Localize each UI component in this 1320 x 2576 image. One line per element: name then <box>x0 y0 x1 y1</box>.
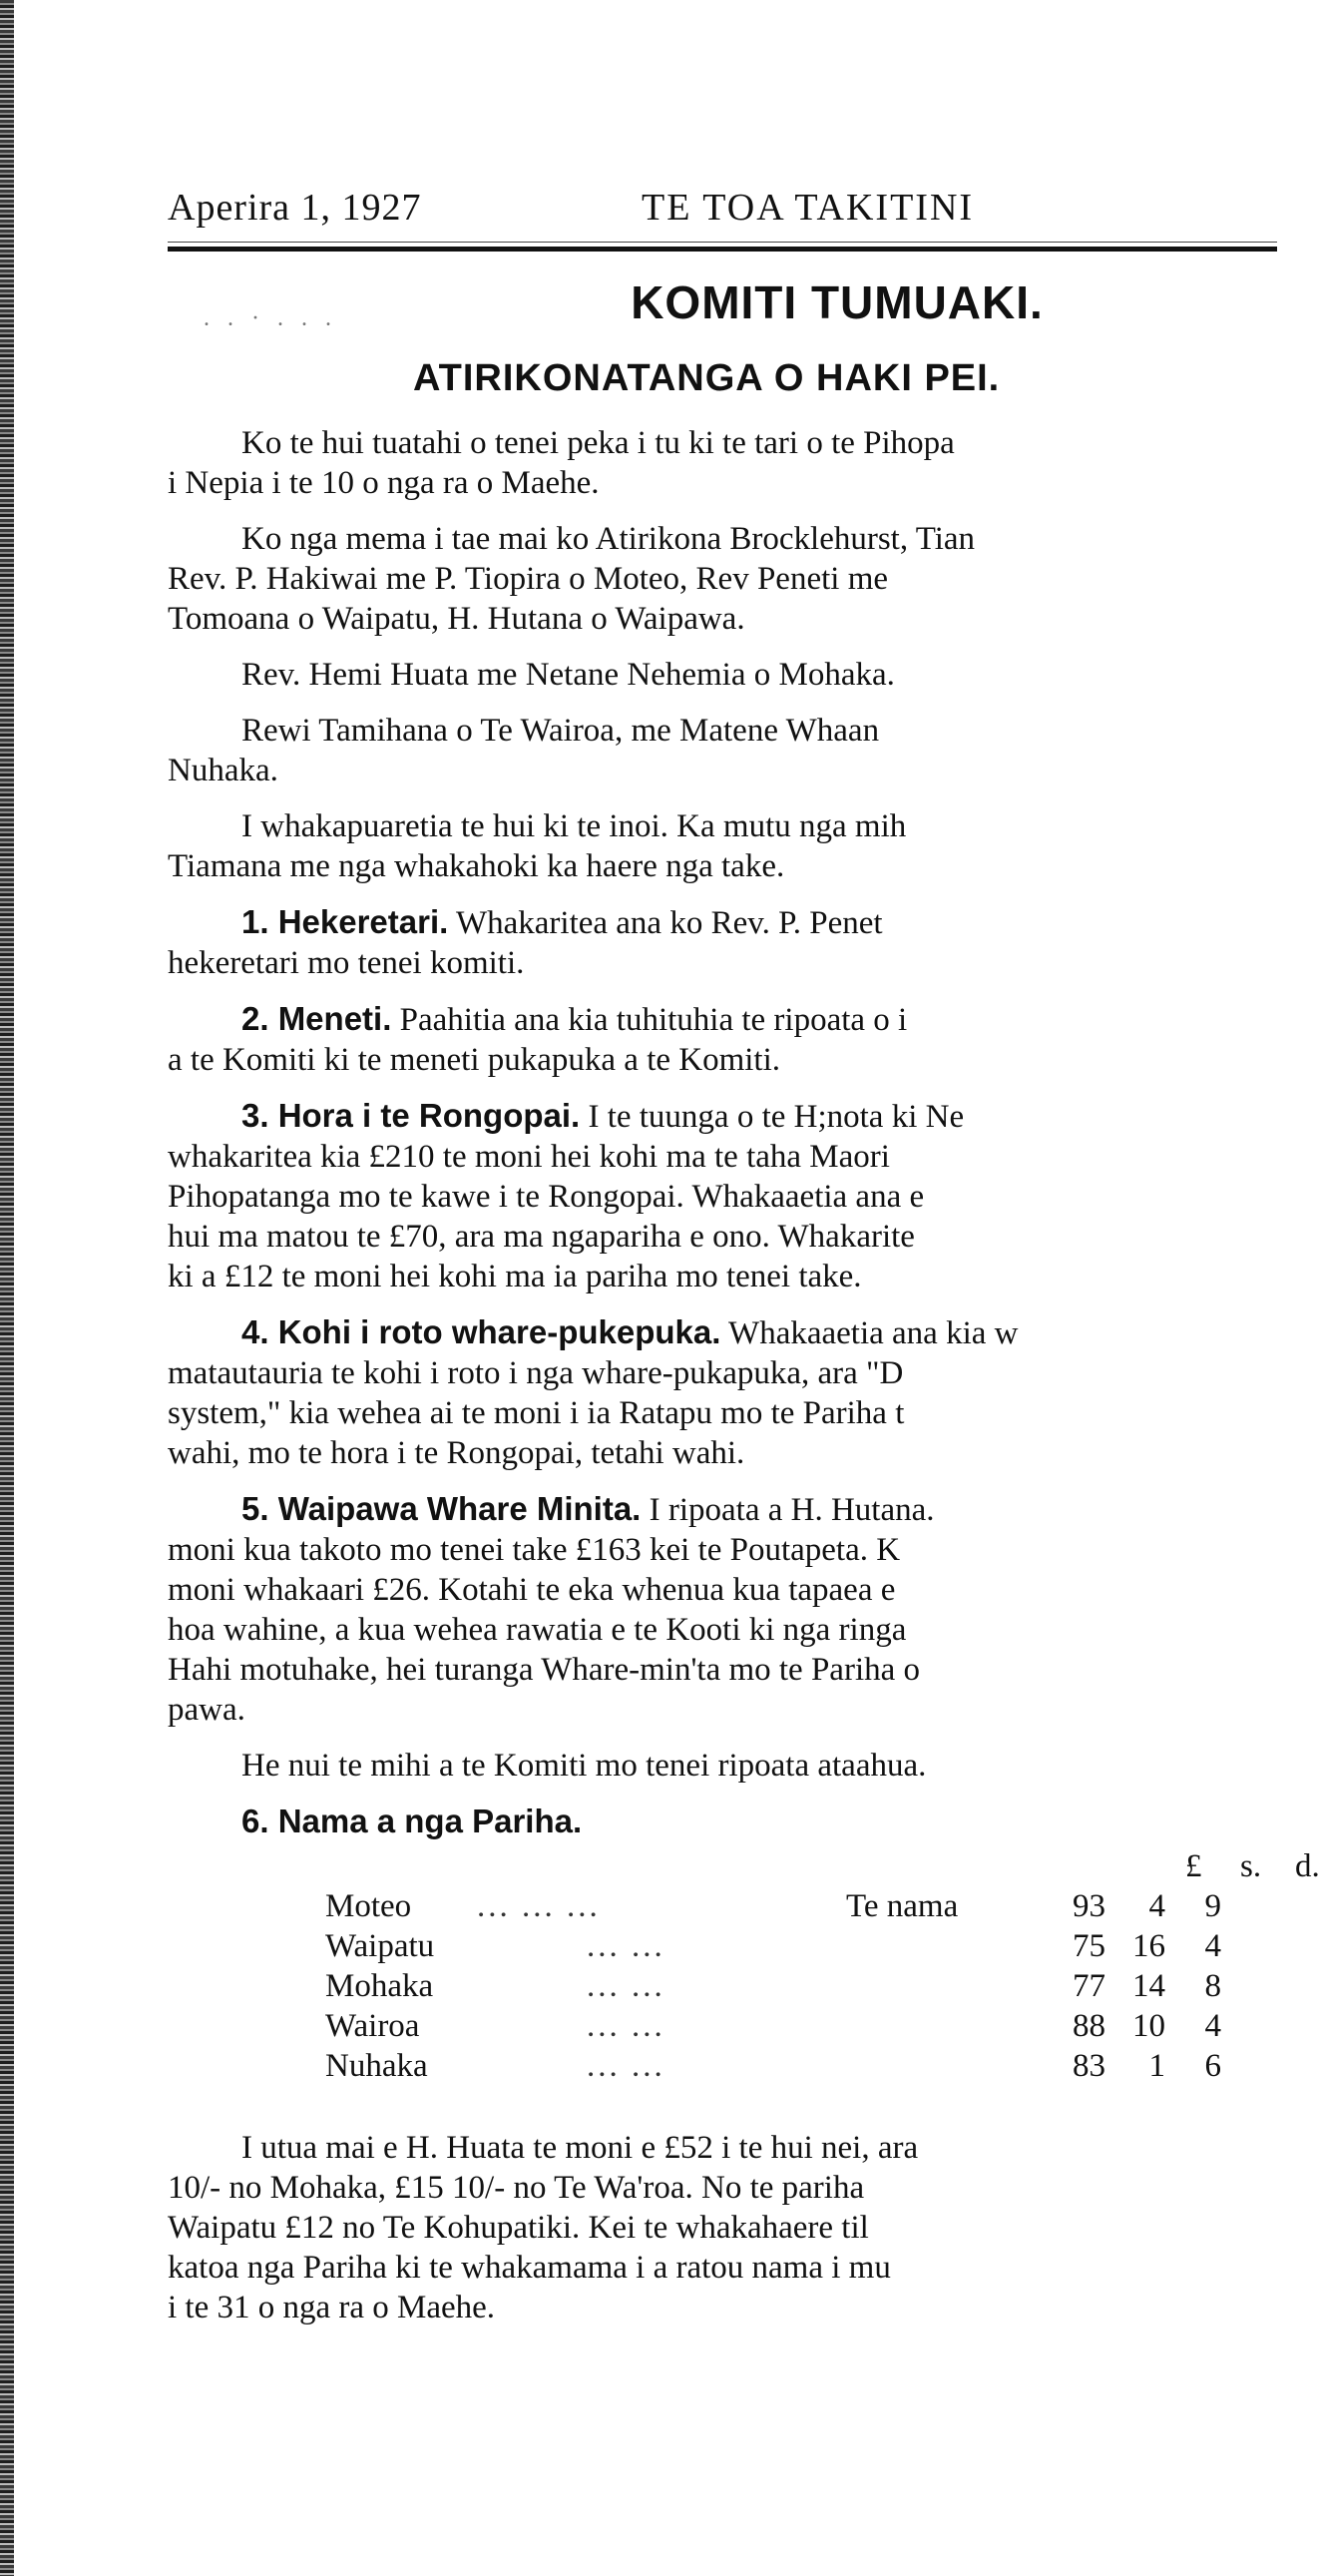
parish-debts-table <box>168 1848 1320 2128</box>
item-heading: 5. Waipawa Whare Minita. <box>241 1490 642 1527</box>
header-shillings: s. <box>1240 1848 1262 1884</box>
item-heading: 2. Meneti. <box>241 1000 392 1037</box>
item-hora-rongopai: 3. Hora i te Rongopai. I te tuunga o te H;nota ki Ne whakaritea kia £210 te moni hei kohi ma te taha Maori Pihopatanga mo te kawe i te Rongopai. Whakaaetia ana e hui ma matou te £70, ara ma ngapariha e ono. Whakarite ki a £12 te moni hei kohi ma ia pariha mo tenei take. <box>168 1097 965 1294</box>
item-heading: 4. Kohi i roto whare-pukepuka. <box>241 1313 721 1350</box>
page-header <box>168 186 1277 236</box>
table-row: Moteo ... ... ... Te nama 93 4 9 <box>325 1888 1221 1924</box>
article-subtitle: ATIRIKONATANGA O HAKI PEI. <box>413 357 1001 399</box>
article-title: KOMITI TUMUAKI. <box>631 276 1044 328</box>
header-pence: d. <box>1295 1848 1320 1884</box>
item-heading: 3. Hora i te Rongopai. <box>241 1097 581 1134</box>
paragraph-wairoa: Rewi Tamihana o Te Wairoa, me Matene Whaan Nuhaka. <box>168 713 880 788</box>
paragraph-members: Ko nga mema i tae mai ko Atirikona Brocklehurst, Tian Rev. P. Hakiwai me P. Tiopira o Moteo, Rev Peneti me Tomoana o Waipatu, H. Hutana o Waipawa. <box>168 521 976 637</box>
paragraph-meeting: Ko te hui tuatahi o tenei peka i tu ki te tari o te Pihopa i Nepia i te 10 o nga ra o Maehe. <box>168 425 955 501</box>
item-kohi: 4. Kohi i roto whare-pukepuka. Whakaaetia ana kia w matautauria te kohi i roto i nga whare-pukapuka, ara "D system," kia wehea ai te moni i ia Ratapu mo te Pariha t wahi, mo te hora i te Rongopai, tetahi wahi. <box>168 1313 1019 1471</box>
table-row: Wairoa ... ... 88 10 4 <box>325 2008 1221 2044</box>
table-row: Nuhaka ... ... 83 1 6 <box>325 2048 1221 2084</box>
newspaper-page <box>168 186 1320 2325</box>
item-waipawa: 5. Waipawa Whare Minita. I ripoata a H. Hutana. moni kua takoto mo tenei take £163 kei te Poutapeta. K moni whakaari £26. Kotahi te eka whenua kua tapaea e hoa wahine, a kua wehea rawatia e te Kooti ki nga ringa Hahi motuhake, hei turanga Whare-min'ta mo te Pariha o pawa. <box>168 1490 935 1728</box>
thanks-line: He nui te mihi a te Komiti mo tenei ripoata ataahua. <box>241 1748 927 1784</box>
paragraph-payments: I utua mai e H. Huata te moni e £52 i te hui nei, ara 10/- no Mohaka, £15 10/- no Te Wa'roa. No te pariha Waipatu £12 no Te Kohupatiki. Kei te whakahaere til katoa nga Pariha ki te whakamama i a ratou nama i mu i te 31 o nga ra o Maehe. <box>168 2130 919 2325</box>
header-pounds: £ <box>1185 1848 1202 1884</box>
header-rule-thick <box>168 247 1277 252</box>
item-heading: 1. Hekeretari. <box>241 903 449 940</box>
item-meneti: 2. Meneti. Paahitia ana kia tuhituhia te ripoata o i a te Komiti ki te meneti pukapuka a te Komiti. <box>168 1000 908 1078</box>
paragraph-mohaka: Rev. Hemi Huata me Netane Nehemia o Mohaka. <box>241 657 895 693</box>
item-heading: 6. Nama a nga Pariha. <box>241 1803 583 1839</box>
article-body <box>168 423 1320 2343</box>
newspaper-title: TE TOA TAKITINI <box>642 187 975 229</box>
item-nama-heading <box>168 1802 1277 1842</box>
table-row: Mohaka ... ... 77 14 8 <box>325 1968 1221 2004</box>
issue-date: Aperira 1, 1927 <box>168 187 422 229</box>
smudge-dots: . . · . . . <box>204 305 337 331</box>
paragraph-opening: I whakapuaretia te hui ki te inoi. Ka mutu nga mih Tiamana me nga whakahoki ka haere nga take. <box>168 808 907 884</box>
item-hekeretari: 1. Hekeretari. Whakaritea ana ko Rev. P. Penet hekeretari mo tenei komiti. <box>168 903 883 981</box>
header-rule-thin <box>168 242 1277 243</box>
scan-binding-edge <box>0 0 14 2576</box>
table-row: Waipatu ... ... 75 16 4 <box>325 1928 1221 1964</box>
